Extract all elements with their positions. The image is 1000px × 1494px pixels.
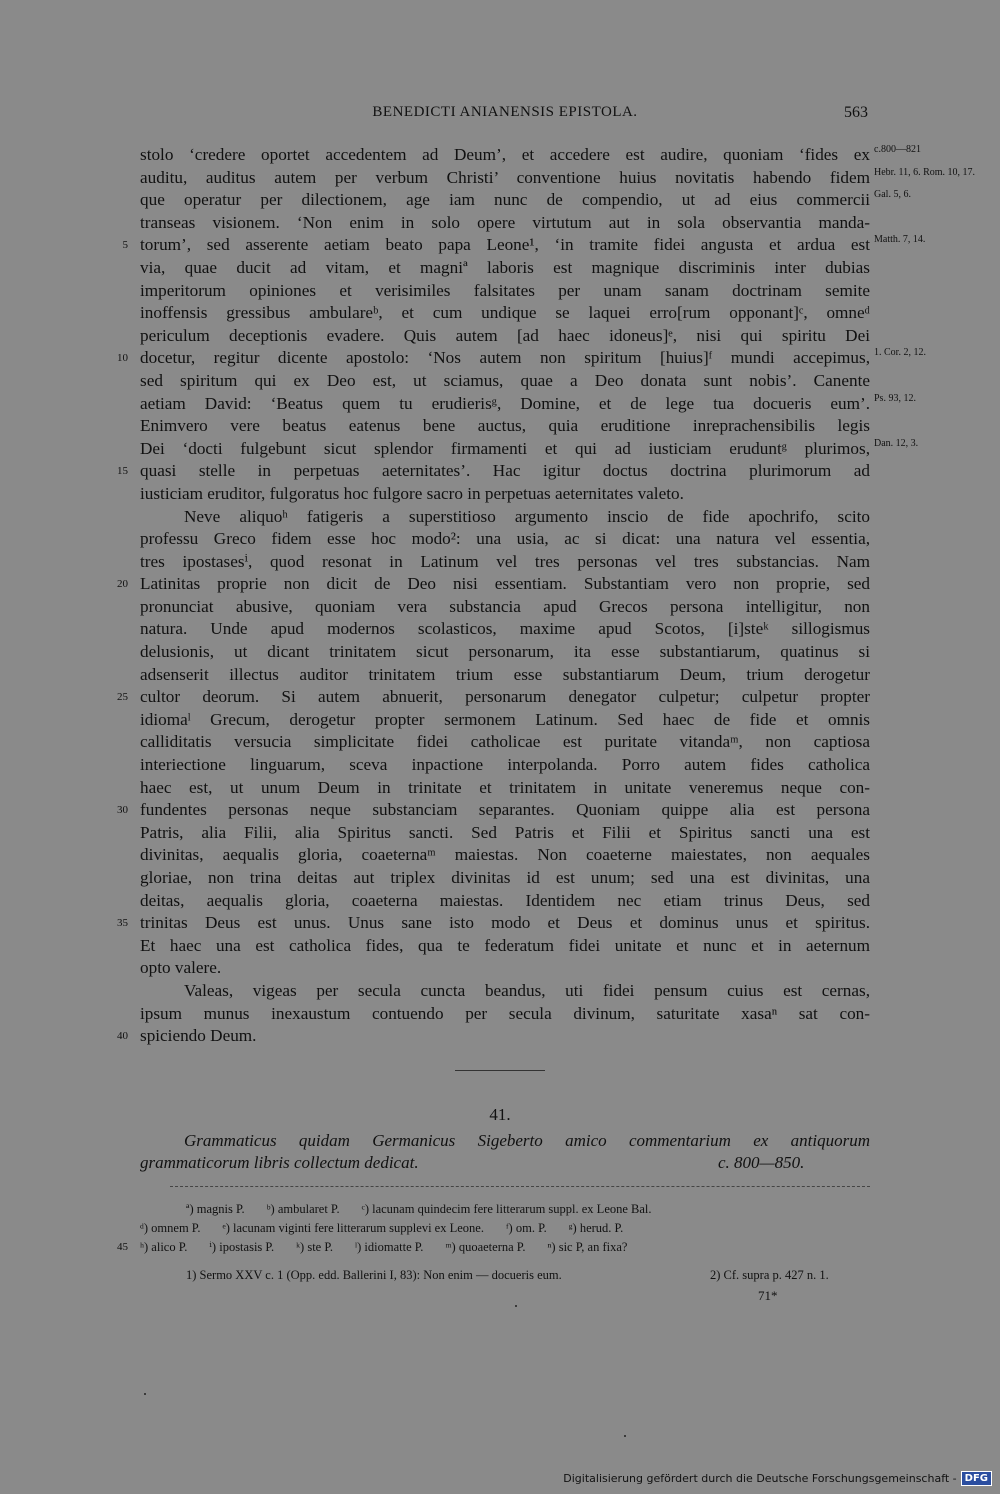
text-line — [140, 506, 870, 529]
text-line — [140, 957, 870, 980]
text-line — [140, 437, 919, 461]
line-text: calliditatis versucia simplicitate fidei catholicae est puritate vitandaᵐ, non captiosa — [140, 732, 870, 752]
line-text: trinitas Deus est unus. Unus sane isto modo et Deus et dominus unus et spiritus. — [140, 913, 870, 933]
line-text: Latinitas proprie non dicit de Deo nisi essentiam. Substantiam vero non proprie, sed — [140, 574, 870, 594]
footer-credit — [563, 1471, 992, 1486]
line-text: deitas, aequalis gloria, coaeterna maiestas. Identidem nec etiam trinus Deus, sed — [140, 890, 870, 910]
note-item: ᵐ) quoaeterna P. — [445, 1240, 526, 1254]
text-line — [140, 754, 870, 777]
speck — [515, 1305, 517, 1307]
running-title: BENEDICTI ANIANENSIS EPISTOLA. — [372, 104, 638, 120]
notes-row — [140, 1219, 870, 1238]
note-item: ª) magnis P. — [186, 1202, 245, 1216]
text-line — [140, 890, 870, 913]
text-line — [140, 1003, 870, 1026]
note-item: ᵇ) ambularet P. — [266, 1202, 340, 1216]
line-text: divinitas, aequalis gloria, coaeternaᵐ maiestas. Non coaeterne maiestates, non aequales — [140, 845, 870, 865]
text-line — [140, 528, 870, 551]
text-line — [140, 302, 870, 325]
note-item: ˡ) idiomatte P. — [355, 1240, 424, 1254]
footer-text: Digitalisierung gefördert durch die Deutsche Forschungsgemeinschaft - — [563, 1472, 957, 1485]
text-line — [140, 280, 870, 303]
running-header — [140, 104, 870, 128]
text-line — [140, 257, 870, 280]
text-line — [140, 189, 911, 212]
note-item: ᵉ) lacunam viginti fere litterarum supplevi ex Leone. — [222, 1221, 484, 1235]
note-item: ᵍ) herud. P. — [568, 1221, 624, 1235]
text-line — [140, 166, 976, 190]
line-text: via, quae ducit ad vitam, et magniª laboris est magnique discriminis inter dubias — [140, 257, 870, 277]
source-note-1: 1) Sermo XXV c. 1 (Opp. edd. Ballerini I, 83): Non enim — docueris eum. — [186, 1268, 562, 1282]
text-line — [140, 980, 870, 1003]
line-number: 40 — [117, 1030, 128, 1043]
line-number: 25 — [117, 691, 128, 704]
line-text: Et haec una est catholica fides, qua te federatum fidei unitate et nunc et in aeternum — [140, 935, 870, 955]
line-text: gloriae, non trina deitas aut triplex divinitas id est unum; sed una est divinitas, una — [140, 868, 870, 887]
line-number: 20 — [117, 578, 128, 591]
text-line — [140, 709, 870, 732]
line-text: transeas visionem. ‘Non enim in solo opere virtutum aut in sola observantia manda- — [140, 212, 870, 232]
notes-row — [140, 1200, 870, 1219]
line-text: periculum deceptionis evadere. Quis autem [ad haec idoneus]ᵉ, nisi qui spiritu Dei — [140, 325, 870, 345]
line-text: haec est, ut unum Deum in trinitate et trinitatem in unitate veneremus neque con- — [140, 777, 870, 797]
text-line — [140, 392, 916, 416]
text-line — [122, 234, 926, 257]
dfg-logo: DFG — [961, 1471, 992, 1486]
text-line — [140, 641, 870, 664]
line-number: 30 — [117, 804, 128, 817]
line-text: torum’, sed asserente aetiam beato papa Leone¹, ‘in tramite fidei angusta et ardua est — [140, 235, 870, 255]
text-line — [117, 573, 870, 596]
line-text: Patris, alia Filii, alia Spiritus sancti. Sed Patris et Filii et Spiritus sancti una est — [140, 822, 870, 842]
line-text: interiectione linguarum, sceva inpactione interpolanda. Porro autem fides catholica — [140, 755, 870, 775]
source-note-2: 2) Cf. supra p. 427 n. 1. — [710, 1268, 829, 1282]
margin-reference: Dan. 12, 3. — [874, 437, 919, 449]
note-item: ʰ) alico P. — [140, 1240, 188, 1254]
line-text: Valeas, vigeas per secula cuncta beandus, uti fidei pensum cuius est cernas, — [184, 980, 870, 1000]
line-text: tres ipostasesⁱ, quod resonat in Latinum vel tres personas vel tres substancias. Nam — [140, 551, 870, 571]
line-text: adsenserit illectus auditor trinitatem trium esse substantiarum Deum, trium derogetur — [140, 664, 870, 684]
line-text: docetur, regitur dicente apostolo: ‘Nos autem non spiritum [huius]ᶠ mundi accepimus, — [140, 348, 870, 368]
line-text: quasi stelle in perpetuas aeternitates’. Hac igitur doctus doctrina plurimorum ad — [140, 461, 870, 481]
note-item: ⁿ) sic P, an fixa? — [547, 1240, 628, 1254]
line-text: sed spiritum qui ex Deo est, ut sciamus, quae a Deo donata sunt nobis’. Canente — [140, 370, 870, 390]
line-text: que operatur per dilectionem, age iam nunc de compendio, ut ad eius commercii — [140, 190, 870, 210]
line-number: 35 — [117, 917, 128, 930]
speck — [624, 1435, 626, 1437]
document-summary — [140, 1130, 870, 1174]
speck — [144, 1393, 146, 1395]
line-text: iusticiam eruditor, fulgoratus hoc fulgore sacro in perpetuas aeternitates valeto. — [140, 483, 684, 503]
summary-line-1: Grammaticus quidam Germanicus Sigeberto amico commentarium ex antiquorum — [184, 1131, 870, 1150]
text-line — [140, 935, 870, 958]
margin-reference: 1. Cor. 2, 12. — [874, 347, 926, 359]
summary-line-2 — [140, 1152, 870, 1174]
margin-reference: Ps. 93, 12. — [874, 392, 916, 404]
line-number: 5 — [122, 239, 128, 252]
text-line — [140, 325, 870, 348]
line-text: inoffensis gressibus ambulareᵇ, et cum undique se laquei erro[rum opponant]ᶜ, omneᵈ — [140, 303, 870, 323]
note-item: ⁱ) ipostasis P. — [209, 1240, 275, 1254]
note-item: ᶠ) om. P. — [505, 1221, 547, 1235]
line-text: fundentes personas neque substanciam separantes. Quoniam quippe alia est persona — [140, 800, 870, 820]
line-text: opto valere. — [140, 958, 222, 978]
line-text: spiciendo Deum. — [140, 1026, 257, 1046]
line-number: 10 — [117, 352, 128, 365]
line-text: Enimvero vere beatus eatenus bene auctus, quia eruditione inreprachensibilis legis — [140, 416, 870, 436]
text-line — [117, 460, 870, 483]
line-text: Neve aliquoʰ fatigeris a superstitioso argumento inscio de fide apochrifo, scito — [184, 506, 870, 526]
line-text: idiomaˡ Grecum, derogetur propter sermonem Latinum. Sed haec de fide et omnis — [140, 709, 870, 729]
line-text: professu Greco fidem esse hoc modo²: una usia, ac si dicat: una natura vel essentia, — [140, 529, 870, 549]
text-line — [140, 731, 870, 754]
margin-reference: c.800—821 — [874, 144, 921, 155]
page-number: 563 — [844, 104, 868, 121]
note-item: ᵈ) omnem P. — [140, 1221, 201, 1235]
text-line — [140, 664, 870, 687]
line-text: natura. Unde apud modernos scolasticos, maxime apud Scotos, [i]steᵏ sillogismus — [140, 619, 870, 639]
document-number: 41. — [489, 1105, 511, 1124]
text-line — [140, 777, 870, 800]
text-line — [117, 686, 870, 709]
notes-row — [117, 1238, 870, 1257]
line-text: cultor deorum. Si autem abnuerit, personarum denegator culpetur; culpetur propter — [140, 687, 870, 707]
line-text: aetiam David: ‘Beatus quem tu erudierisᵍ, Domine, et de lege tua docueris eum’. — [140, 393, 870, 413]
text-line — [140, 144, 921, 167]
line-text: imperitorum opiniones et verisimiles falsitates per unam sanam doctrinam semite — [140, 280, 870, 300]
text-line — [140, 867, 870, 890]
note-item: ᶜ) lacunam quindecim fere litterarum suppl. ex Leone Bal. — [361, 1202, 652, 1216]
text-line — [140, 551, 870, 574]
summary-line-2-text: grammaticorum libris collectum dedicat. — [140, 1153, 419, 1172]
line-number: 15 — [117, 465, 128, 478]
text-line — [140, 844, 870, 867]
line-text: stolo ‘credere oportet accedentem ad Deum’, et accedere est audire, quoniam ‘fides ex — [140, 145, 870, 164]
text-line — [140, 212, 870, 235]
main-text — [117, 144, 976, 1048]
text-line — [140, 596, 870, 619]
line-text: delusionis, ut dicant trinitatem sicut personarum, ita esse substantiarum, quatinus si — [140, 642, 870, 662]
text-line — [140, 822, 870, 845]
margin-reference: Gal. 5, 6. — [874, 189, 911, 201]
text-line — [117, 799, 870, 822]
text-line — [140, 370, 870, 393]
notes-divider — [170, 1186, 870, 1187]
line-text: Dei ‘docti fulgebunt sicut splendor firmamenti et qui ad iusticiam eruduntᵍ plurimos, — [140, 438, 870, 458]
text-line — [140, 483, 870, 506]
text-line — [117, 347, 926, 370]
text-line — [140, 618, 870, 641]
printer-signature: 71* — [758, 1288, 778, 1303]
line-text: auditu, auditus autem per verbum Christi’ conventione huius novitatis habendo fidem — [140, 167, 870, 187]
document-date: c. 800—850. — [718, 1153, 805, 1172]
note-item: ᵏ) ste P. — [296, 1240, 334, 1254]
text-line — [117, 912, 870, 935]
margin-reference: Matth. 7, 14. — [874, 234, 926, 246]
line-number: 45 — [117, 1241, 128, 1253]
text-line — [140, 415, 870, 438]
text-line — [117, 1025, 870, 1048]
margin-reference: Hebr. 11, 6. Rom. 10, 17. — [874, 166, 976, 178]
critical-apparatus — [117, 1200, 870, 1257]
line-text: ipsum munus inexaustum contuendo per secula divinum, saturitate xasaⁿ sat con- — [140, 1003, 870, 1023]
line-text: pronunciat abusive, quoniam vera substancia apud Grecos persona intelligitur, non — [140, 596, 870, 616]
section-divider — [455, 1070, 545, 1071]
